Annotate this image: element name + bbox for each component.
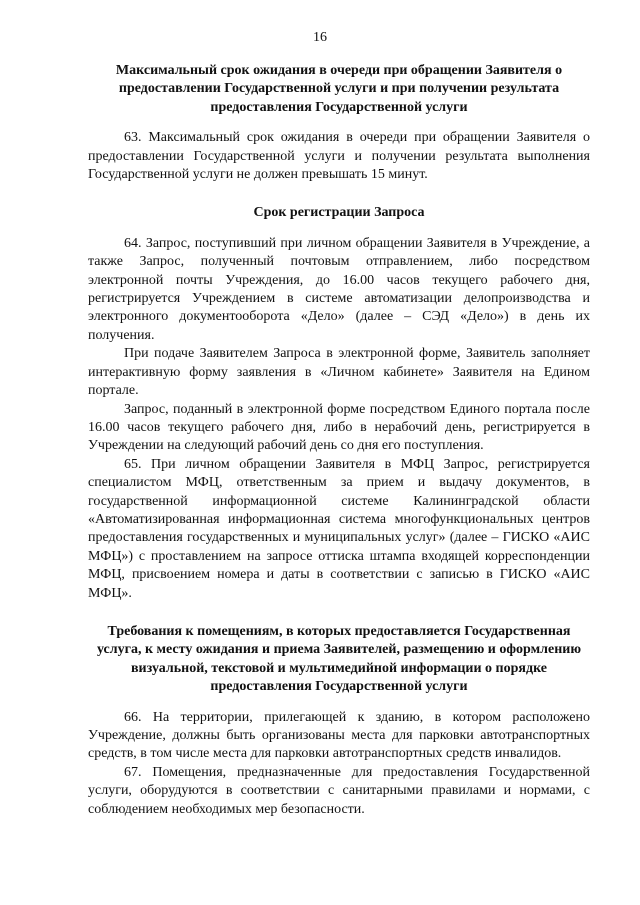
section-request-registration [88,204,590,603]
paragraph-66: 66. На территории, прилегающей к зданию, в котором расположено Учреждение, должны быть организованы места для парковки автотранспортных средств, в том числе места для парковки автотранспортных средств инвалидов. [88,709,590,762]
paragraph-63: 63. Максимальный срок ожидания в очереди при обращении Заявителя о предоставлении Государственной услуги и получении результата выполнения Государственной услуги не должен превышать 15 минут. [88,130,590,183]
paragraph-electronic-request: При подаче Заявителем Запроса в электронной форме, Заявитель заполняет интерактивную форму заявления в «Личном кабинете» Заявителя на Едином портале. [88,346,590,399]
page-number: 16 [313,30,327,45]
section-heading: Требования к помещениям, в которых предоставляется Государственная услуга, к месту ожидания и приема Заявителей, размещению и оформлению визуальной, текстовой и мультимедийной информации о порядке предоставления Государственной услуги [96,623,582,695]
section-heading: Срок регистрации Запроса [253,205,425,221]
paragraph-65: 65. При личном обращении Заявителя в МФЦ Запрос, регистрируется специалистом МФЦ, ответственным за прием и выдачу документов, в государственной информационной системе Калининградской области «Автоматизированная информационная система многофункциональных центров предоставления государственных и муниципальных услуг» (далее – ГИСКО «АИС МФЦ») с проставлением на запросе оттиска штампа входящей корреспонденции МФЦ, присвоением номера и даты в соответствии с записью в ГИСКО «АИС МФЦ». [88,456,590,601]
document-body [88,62,590,819]
paragraph-64: 64. Запрос, поступивший при личном обращении Заявителя в Учреждение, а также Запрос, полученный почтовым отправлением, либо посредством электронной почты Учреждения, до 16.00 часов текущего рабочего дня, регистрируется Учреждением в системе автоматизации делопроизводства и электронного документооборота «Дело» (далее – СЭД «Дело») в день их получения. [88,235,590,343]
paragraph-portal-request: Запрос, поданный в электронной форме посредством Единого портала после 16.00 часов текущего рабочего дня, либо в нерабочий день, регистрируется в Учреждении на следующий рабочий день со дня его поступления. [88,401,590,454]
paragraph-67: 67. Помещения, предназначенные для предоставления Государственной услуги, оборудуются в соответствии с санитарными правилами и нормами, с соблюдением необходимых мер безопасности. [88,764,590,817]
section-queue-wait-time [88,62,590,184]
section-premises-requirements [88,623,590,819]
section-heading: Максимальный срок ожидания в очереди при обращении Заявителя о предоставлении Государственной услуги и при получении результата предоставления Государственной услуги [115,63,563,115]
